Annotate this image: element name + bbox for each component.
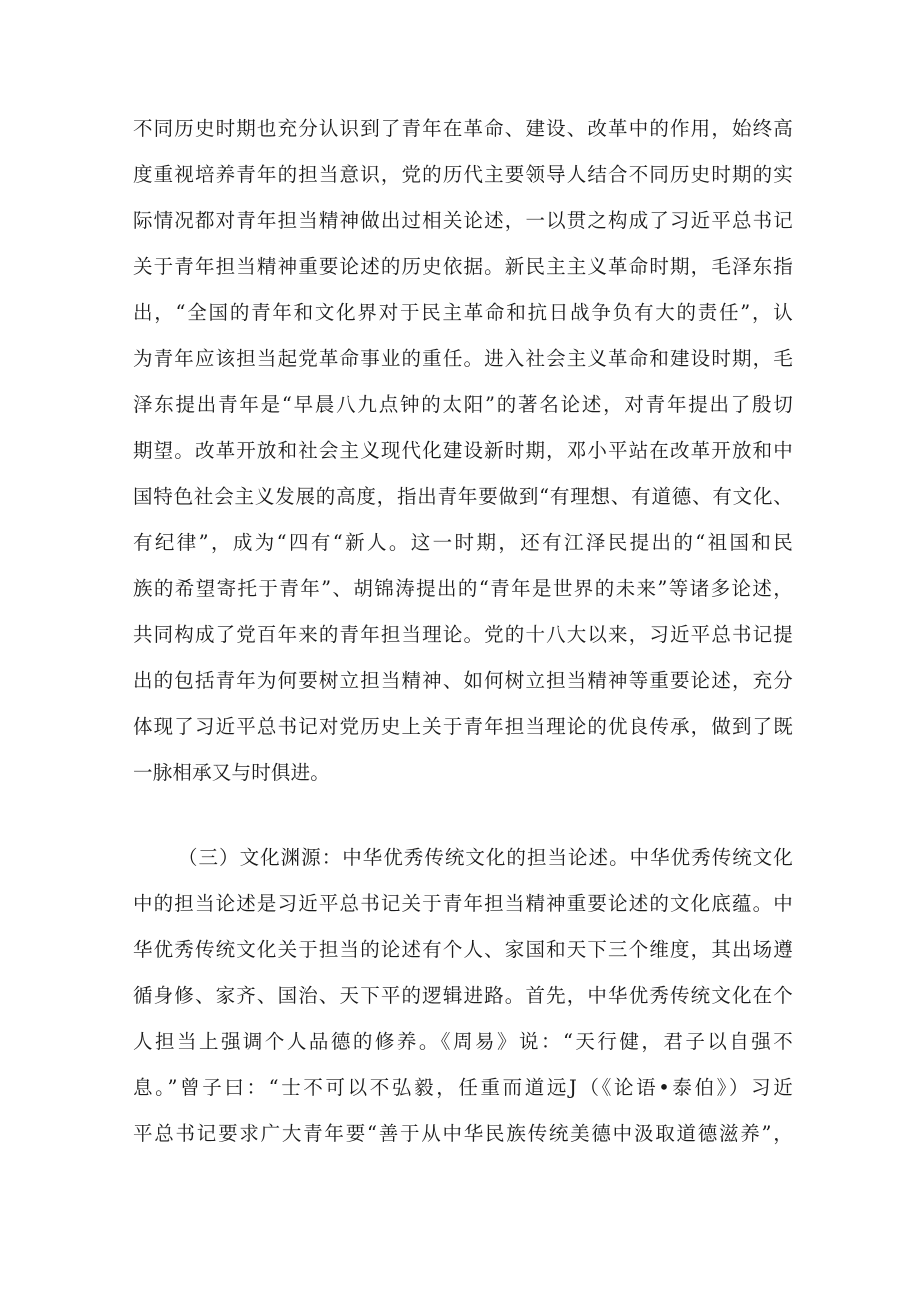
text-line: 息。”曾子曰：“士不可以不弘毅，任重而道远J（《论语•泰伯》）习近 (133, 1076, 793, 1099)
text-line: 族的希望寄托于青年”、胡锦涛提出的“青年是世界的未来”等诸多论述， (133, 577, 793, 600)
text-line: 有纪律”，成为“四有“新人。这一时期，还有江泽民提出的“祖国和民 (133, 531, 793, 554)
text-line: 循身修、家齐、国治、天下平的逻辑进路。首先，中华优秀传统文化在个 (133, 984, 793, 1007)
text-line: 期望。改革开放和社会主义现代化建设新时期，邓小平站在改革开放和中 (133, 439, 793, 462)
text-line: 国特色社会主义发展的高度，指出青年要做到“有理想、有道德、有文化、 (133, 485, 793, 508)
text-line: 出的包括青年为何要树立担当精神、如何树立担当精神等重要论述，充分 (133, 669, 793, 692)
text-line: 平总书记要求广大青年要“善于从中华民族传统美德中汲取道德滋养”， (133, 1122, 793, 1145)
text-line: 关于青年担当精神重要论述的历史依据。新民主主义革命时期，毛泽东指 (133, 255, 793, 278)
text-line: 华优秀传统文化关于担当的论述有个人、家国和天下三个维度，其出场遵 (133, 938, 793, 961)
text-line: 不同历史时期也充分认识到了青年在革命、建设、改革中的作用，始终高 (133, 117, 793, 140)
paragraph-cultural-origin (133, 835, 793, 1157)
text-line-section-heading: （三）文化渊源：中华优秀传统文化的担当论述。中华优秀传统文化 (178, 846, 793, 869)
text-line: 际情况都对青年担当精神做出过相关论述，一以贯之构成了习近平总书记 (133, 209, 793, 232)
text-line: 出，“全国的青年和文化界对于民主革命和抗日战争负有大的责任”，认 (133, 301, 793, 324)
text-line: 共同构成了党百年来的青年担当理论。党的十八大以来，习近平总书记提 (133, 623, 793, 646)
text-line: 中的担当论述是习近平总书记关于青年担当精神重要论述的文化底蕴。中 (133, 892, 793, 915)
text-line: 人担当上强调个人品德的修养。《周易》说：“天行健，君子以自强不 (133, 1030, 793, 1053)
text-line: 度重视培养青年的担当意识，党的历代主要领导人结合不同历史时期的实 (133, 163, 793, 186)
paragraph-historical-basis (133, 106, 793, 796)
text-line: 泽东提出青年是“早晨八九点钟的太阳”的著名论述，对青年提出了殷切 (133, 393, 793, 416)
text-line: 体现了习近平总书记对党历史上关于青年担当理论的优良传承，做到了既 (133, 715, 793, 738)
text-line: 为青年应该担当起党革命事业的重任。进入社会主义革命和建设时期，毛 (133, 347, 793, 370)
text-line: 一脉相承又与时俱进。 (133, 761, 331, 784)
